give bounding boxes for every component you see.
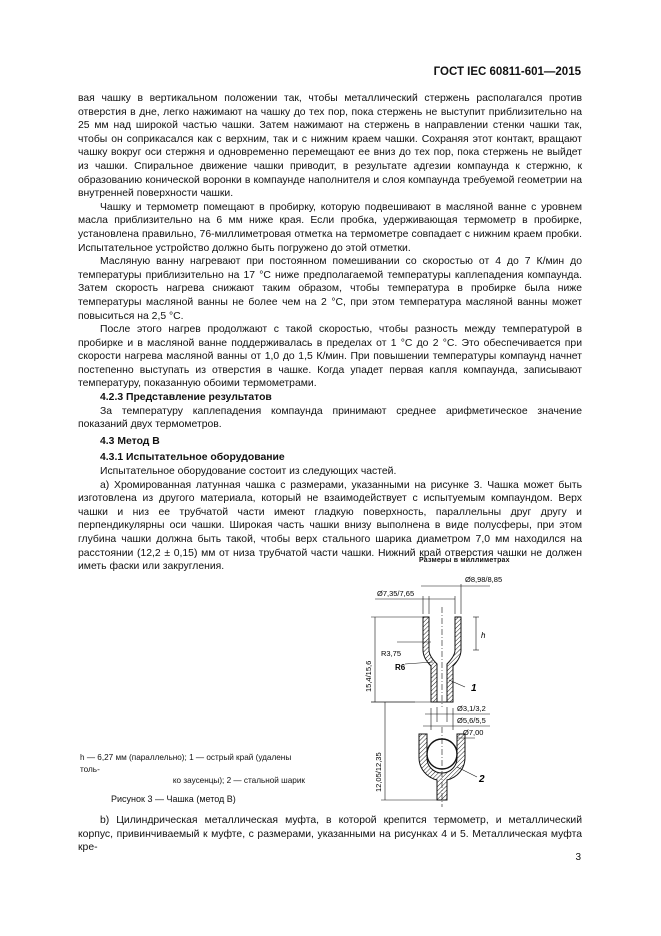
figure-legend [80, 752, 305, 787]
cup-with-ball [419, 727, 465, 807]
paragraph: а) Хромированная латунная чашка с размерами, указанными на рисунке 3. Чашка может быть изготовлена из другого материала, который не взаимодействует с испытуемым компаундом. Верх чашки и низ ее трубчатой части имеют гладкую поверхность, параллельны друг другу и перпендикулярны оси чашки. Широкая часть чашки внизу выполнена в виде полусферы, при этом глубина чашки должна быть такой, чтобы верх стального шарика диаметром 7,0 мм находился на расстоянии (12,2 ± 0,15) мм от низа трубчатой части чашки. Нижний край отверстия чашки не должен иметь фаски или закругления. [78, 479, 582, 573]
paragraph: b) Цилиндрическая металлическая муфта, в которой крепится термометр, и металлический корпус, привинчиваемый к муфте, с размерами, указанными на рисунках 4 и 5. Металлическая муфта кре- [78, 815, 582, 854]
label-steel-ball: 2 [479, 774, 485, 785]
paragraph: Масляную ванну нагревают при постоянном помешивании со скоростью от 4 до 7 К/мин до температуры приблизительно на 17 °С ниже предполагаемой температуры каплепадения компаунда. Затем скорость нагрева снижают таким образом, чтобы температура в пробирке была ниже температуры масляной ванны не более чем на 2 °С, при этом температура масляной ванны может повыситься на 2,5 °С. [78, 256, 582, 322]
paragraph: Испытательное оборудование состоит из следующих частей. [100, 466, 397, 478]
legend-line: h — 6,27 мм (параллельно); 1 — острый край (удалены толь- [80, 753, 292, 774]
dim-tube-diameter-1: Ø3,1/3,2 [457, 704, 486, 713]
dim-h: h [481, 631, 486, 640]
paragraph: После этого нагрев продолжают с такой скоростью, чтобы разность между температурой в пробирке и в масляной ванне поддерживалась в пределах от 1 °С до 2 °С. Это обеспечивается при скорости нагрева масляной ванны от 1,0 до 1,5 К/мин. При повышении температуры компаунд начнет постепенно выступать из отверстия в чашке. Когда упадет первая капля компаунда, записывают температуру, показанную обоими термометрами. [78, 324, 582, 390]
paragraph: вая чашку в вертикальном положении так, чтобы металлический стержень располагался против отверстия в дне, легко нажимают на чашку до тех пор, пока стержень не выступит приблизительно на 25 мм над широкой частью чашки. Затем нажимают на стержень в направлении стенки чашки так, чтобы он соприкасался как с верхним, так и с нижним краем чашки. Сохраняя этот контакт, вращают чашку вокруг оси стержня и одновременно перемещают ее вниз до тех пор, пока стержень не выйдет из чашки. Спиральное движение чашки приводит, в результате адгезии компаунда к стержню, к образованию конической воронки в компаунде наполнителя и слоя компаунда требуемой геометрии на внутренней поверхности чашки. [78, 93, 582, 200]
figure-caption: Рисунок 3 — Чашка (метод В) [111, 794, 236, 804]
dim-radius-6: R6 [395, 663, 406, 672]
dim-upper-height: 15,4/15,6 [364, 660, 373, 692]
legend-line: ко заусенцы); 2 — стальной шарик [172, 776, 305, 785]
paragraph: За температуру каплепадения компаунда принимают среднее арифметическое значение показаний двух термометров. [78, 405, 582, 431]
label-sharp-edge: 1 [471, 683, 477, 694]
dim-lower-height: 12,05/12,35 [374, 752, 383, 792]
body-text [78, 92, 582, 574]
dim-tube-diameter-2: Ø5,6/5,5 [457, 716, 486, 725]
section-heading-4-2-3: 4.2.3 Представление результатов [100, 392, 272, 404]
dim-outer-diameter: Ø8,98/8,85 [465, 575, 503, 584]
section-heading-4-3-1: 4.3.1 Испытательное оборудование [100, 452, 285, 464]
dim-inner-diameter: Ø7,35/7,65 [377, 589, 415, 598]
paragraph: Чашку и термометр помещают в пробирку, которую подвешивают в масляной ванне с уровнем масла приблизительно на 6 мм ниже края. Если пробка, удерживающая термометр в пробирке, установлена правильно, 76-миллиметровая отметка на термометре совпадает с нижним краем пробки. Испытательное устройство должно быть погружено до этой отметки. [78, 201, 582, 254]
dim-radius-375: R3,75 [381, 649, 402, 658]
body-text-continued [78, 814, 582, 855]
cup-walls [423, 607, 461, 707]
document-id: ГОСТ IEC 60811-601—2015 [433, 66, 581, 78]
cup-drawing [345, 552, 595, 852]
figure-units-note: Размеры в миллиметрах [419, 557, 510, 564]
dim-ball-diameter: Ø7,00 [463, 728, 484, 737]
page-number: 3 [575, 852, 581, 863]
section-heading-4-3: 4.3 Метод В [100, 435, 160, 447]
